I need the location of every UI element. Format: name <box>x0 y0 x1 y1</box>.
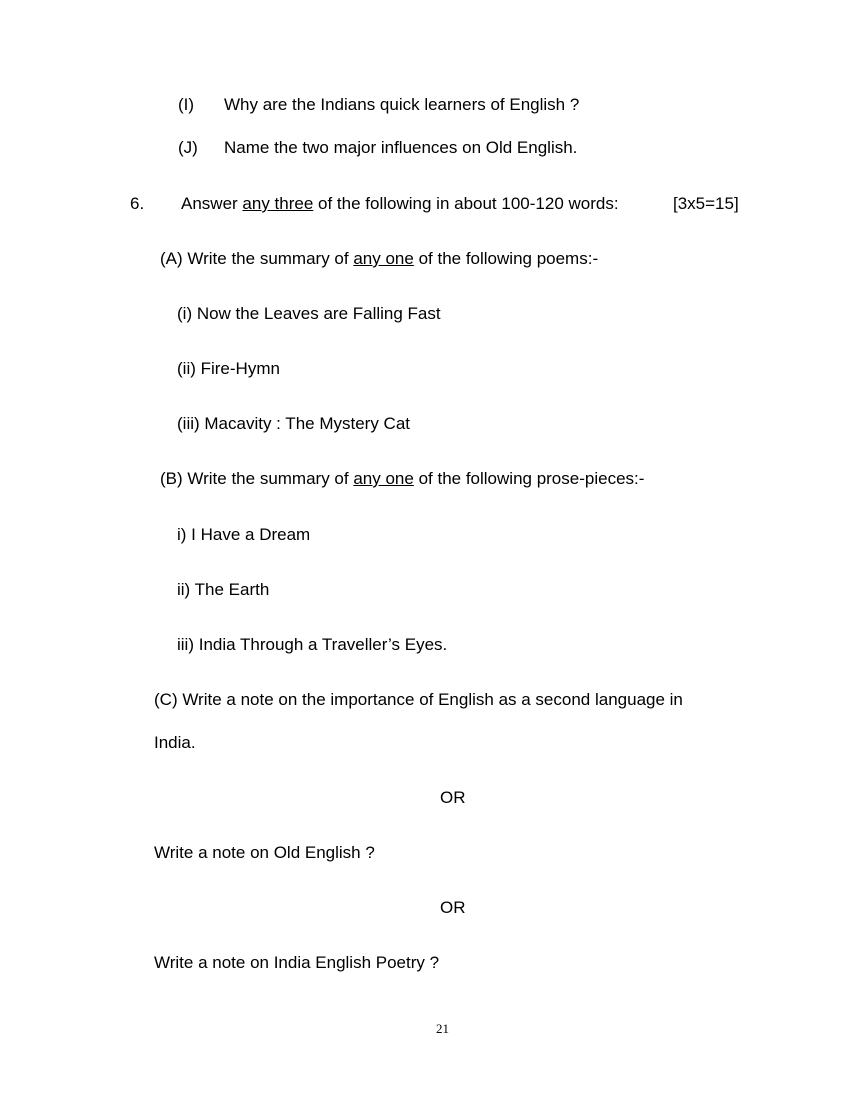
part-a-after: of the following poems:- <box>413 249 599 268</box>
part-a-underlined: any one <box>353 249 414 268</box>
instruction-before: Answer <box>181 194 243 213</box>
instruction-underlined: any three <box>242 194 314 213</box>
poem-option: (ii) Fire-Hymn <box>177 359 280 378</box>
or-divider: OR <box>440 898 466 917</box>
prose-option: iii) India Through a Traveller’s Eyes. <box>177 635 448 654</box>
part-b-heading <box>160 469 644 489</box>
or-divider: OR <box>440 788 466 807</box>
q5-item-j-label: (J) <box>178 138 198 157</box>
part-a-before: (A) Write the summary of <box>160 249 354 268</box>
q5-item-i-text: Why are the Indians quick learners of English ? <box>224 95 580 114</box>
alternative-question: Write a note on India English Poetry ? <box>154 953 440 972</box>
instruction-after: of the following in about 100-120 words: <box>313 194 619 213</box>
part-a-heading <box>160 249 598 269</box>
part-c-line-2: India. <box>154 733 196 752</box>
part-c-line-1: (C) Write a note on the importance of English as a second language in <box>154 690 683 709</box>
poem-option: (i) Now the Leaves are Falling Fast <box>177 304 441 323</box>
marks-allocation: [3x5=15] <box>673 194 739 213</box>
poem-option: (iii) Macavity : The Mystery Cat <box>177 414 411 433</box>
prose-option: i) I Have a Dream <box>177 525 311 544</box>
part-b-before: (B) Write the summary of <box>160 469 354 488</box>
question-6-instruction <box>181 194 619 214</box>
prose-option: ii) The Earth <box>177 580 270 599</box>
part-b-underlined: any one <box>353 469 414 488</box>
q5-item-i-label: (I) <box>178 95 195 114</box>
alternative-question: Write a note on Old English ? <box>154 843 375 862</box>
page-number: 21 <box>436 1021 449 1036</box>
part-b-after: of the following prose-pieces:- <box>413 469 645 488</box>
question-number: 6. <box>130 194 145 213</box>
q5-item-j-text: Name the two major influences on Old English. <box>224 138 578 157</box>
